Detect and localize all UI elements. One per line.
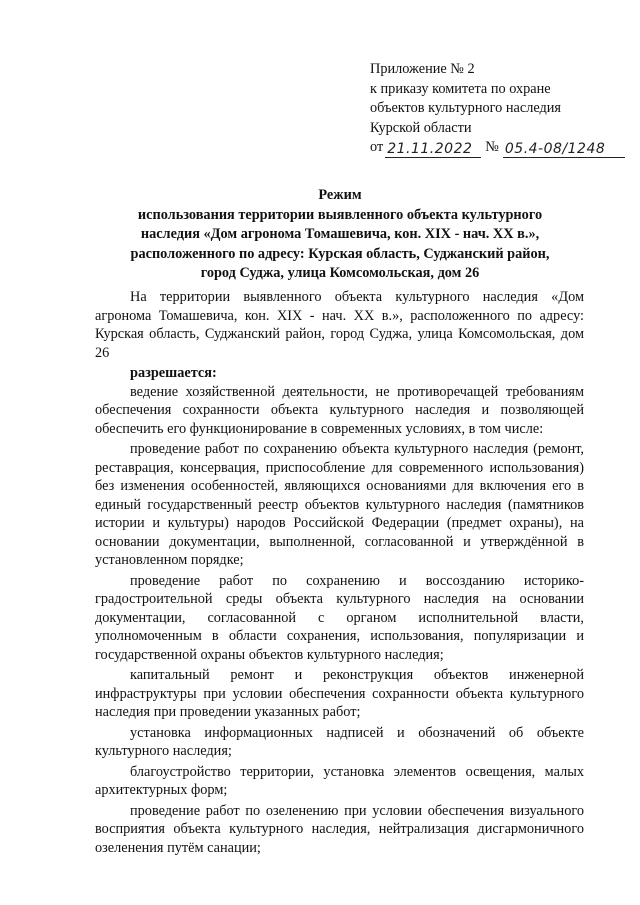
allowed-item: капитальный ремонт и реконструкция объектов инженерной инфраструктуры при условии обеспечения сохранности объекта культурного наследия при проведении указанных работ;: [95, 667, 584, 720]
intro-paragraph: На территории выявленного объекта культурного наследия «Дом агронома Томашевича, кон. XIX - нач. XX в.», расположенного по адресу: Курская область, Суджанский район, город Суджа, улица Комсомольская, дом 26: [95, 289, 584, 361]
appendix-region: Курской области: [370, 119, 472, 136]
appendix-number: Приложение № 2: [370, 61, 475, 77]
title-line-4: город Суджа, улица Комсомольская, дом 26: [200, 265, 480, 281]
appendix-committee: объектов культурного наследия: [370, 100, 561, 116]
title-line-3: расположенного по адресу: Курская область, Суджанский район,: [130, 245, 550, 262]
allowed-item: проведение работ по озеленению при условии обеспечения визуального восприятия объекта культурного наследия, нейтрализация дисгармоничного озеленения путём санации;: [95, 802, 584, 856]
title-line-1: использования территории выявленного объекта культурного: [137, 206, 543, 223]
number-label: №: [485, 139, 499, 155]
from-label: от: [370, 139, 384, 155]
handwritten-date: 21.11.2022: [385, 141, 481, 158]
title-heading: Режим: [318, 187, 362, 203]
allowed-label: разрешается:: [130, 365, 217, 381]
allowed-item: установка информационных надписей и обозначений об объекте культурного наследия;: [95, 724, 584, 759]
appendix-date-number: [370, 138, 632, 158]
appendix-order-ref: к приказу комитета по охране: [370, 80, 551, 97]
appendix-header: [370, 60, 632, 158]
allowed-item: благоустройство территории, установка элементов освещения, малых архитектурных форм;: [95, 763, 584, 798]
handwritten-number: 05.4-08/1248: [503, 141, 625, 158]
allowed-item: проведение работ по сохранению объекта культурного наследия (ремонт, реставрация, консервация, приспособление для современного использования) без изменения особенностей, являющихся основаниями для включения его в единый государственный реестр объектов культурного наследия (памятников истории и культуры) народов Российской Федерации (предмет охраны), на основании документации, выполненной, согласованной и утверждённой в установленном порядке;: [95, 441, 584, 568]
title-line-2: наследия «Дом агронома Томашевича, кон. XIX - нач. XX в.»,: [140, 226, 540, 242]
document-title: [100, 186, 580, 284]
document-body: [95, 288, 584, 859]
allowed-item: ведение хозяйственной деятельности, не противоречащей требованиям обеспечения сохранности объекта культурного наследия и позволяющей обеспечить его функционирование в современных условиях, в том числе:: [95, 383, 584, 437]
allowed-item: проведение работ по сохранению и воссозданию историко-градостроительной среды объекта культурного наследия на основании документации, согласованной с органом исполнительной власти, уполномоченным в области сохранения, использования, популяризации и государственной охраны объектов культурного наследия;: [95, 572, 584, 663]
